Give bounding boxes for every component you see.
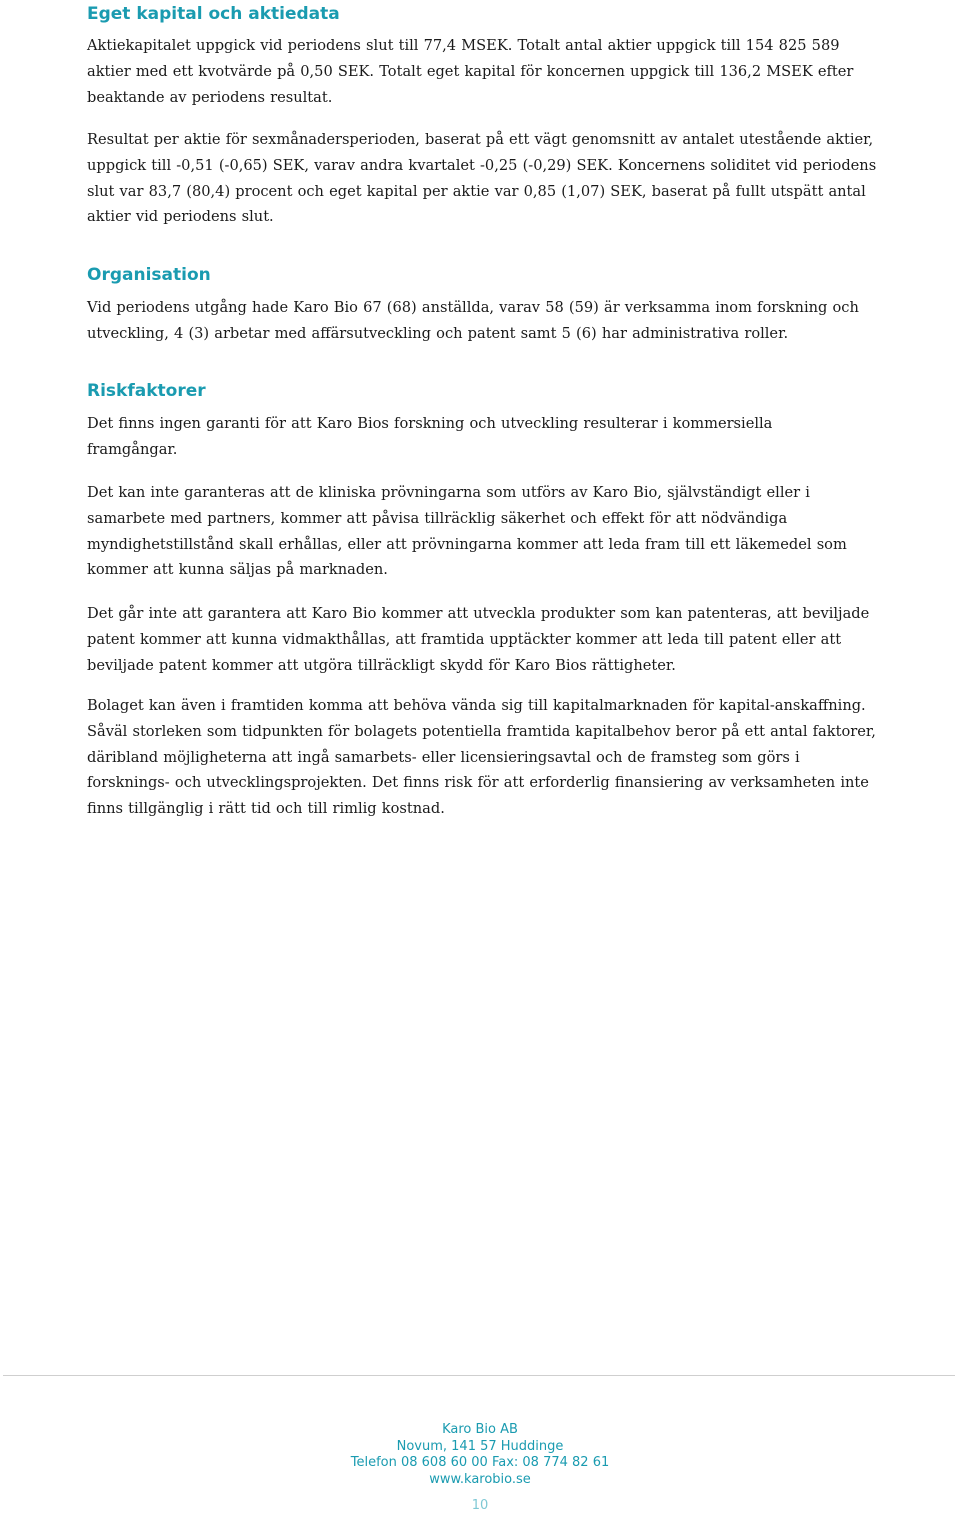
section-heading-equity: Eget kapital och aktiedata xyxy=(87,4,340,24)
footer-address: Novum, 141 57 Huddinge xyxy=(396,1438,564,1454)
footer-phone: Telefon 08 608 60 00 Fax: 08 774 82 61 xyxy=(350,1455,610,1470)
footer-website-link[interactable]: www.karobio.se xyxy=(429,1471,531,1487)
paragraph-equity-1: Aktiekapitalet uppgick vid periodens slut till 77,4 MSEK. Totalt antal aktier uppgick till 154 825 589 aktier med ett kvotvärde på 0,50 SEK. Totalt eget kapital för koncernen uppgick till 136,2 MSEK efter beaktande av periodens resultat. xyxy=(87,37,854,106)
paragraph-risk-3: Det går inte att garantera att Karo Bio kommer att utveckla produkter som kan patenteras, att beviljade patent kommer att kunna vidmakthållas, att framtida upptäckter kommer att leda till patent eller att beviljade patent kommer att utgöra tillräckligt skydd för Karo Bios rättigheter. xyxy=(87,605,870,674)
footer-company: Karo Bio AB xyxy=(442,1422,518,1437)
paragraph-risk-1: Det finns ingen garanti för att Karo Bios forskning och utveckling resulterar i kommersiella framgångar. xyxy=(87,415,773,458)
footer-divider xyxy=(3,1375,955,1376)
paragraph-organisation-1: Vid periodens utgång hade Karo Bio 67 (68) anställda, varav 58 (59) är verksamma inom forskning och utveckling, 4 (3) arbetar med affärsutveckling och patent samt 5 (6) har administrativa roller. xyxy=(87,299,859,342)
footer xyxy=(0,1422,960,1488)
paragraph-risk-2: Det kan inte garanteras att de kliniska prövningarna som utförs av Karo Bio, självständigt eller i samarbete med partners, kommer att påvisa tillräcklig säkerhet och effekt för att nödvändiga myndighetstillstånd skall erhållas, eller att prövningarna kommer att leda fram till ett läkemedel som kommer att kunna säljas på marknaden. xyxy=(87,484,847,579)
section-heading-risk: Riskfaktorer xyxy=(87,381,206,401)
page-number: 10 xyxy=(471,1498,489,1513)
paragraph-risk-4: Bolaget kan även i framtiden komma att behöva vända sig till kapitalmarknaden för kapital-anskaffning. Såväl storleken som tidpunkten för bolagets potentiella framtida kapitalbehov beror på ett antal faktorer, däribland möjligheterna att ingå samarbets- eller licensieringsavtal och de framsteg som görs i forsknings- och utvecklingsprojekten. Det finns risk för att erforderlig finansiering av verksamheten inte finns tillgänglig i rätt tid och till rimlig kostnad. xyxy=(87,697,876,818)
paragraph-equity-2: Resultat per aktie för sexmånadersperioden, baserat på ett vägt genomsnitt av antalet utestående aktier, uppgick till -0,51 (-0,65) SEK, varav andra kvartalet -0,25 (-0,29) SEK. Koncernens soliditet vid periodens slut var 83,7 (80,4) procent och eget kapital per aktie var 0,85 (1,07) SEK, baserat på fullt utspätt antal aktier vid periodens slut. xyxy=(87,131,877,226)
section-heading-organisation: Organisation xyxy=(87,265,211,285)
